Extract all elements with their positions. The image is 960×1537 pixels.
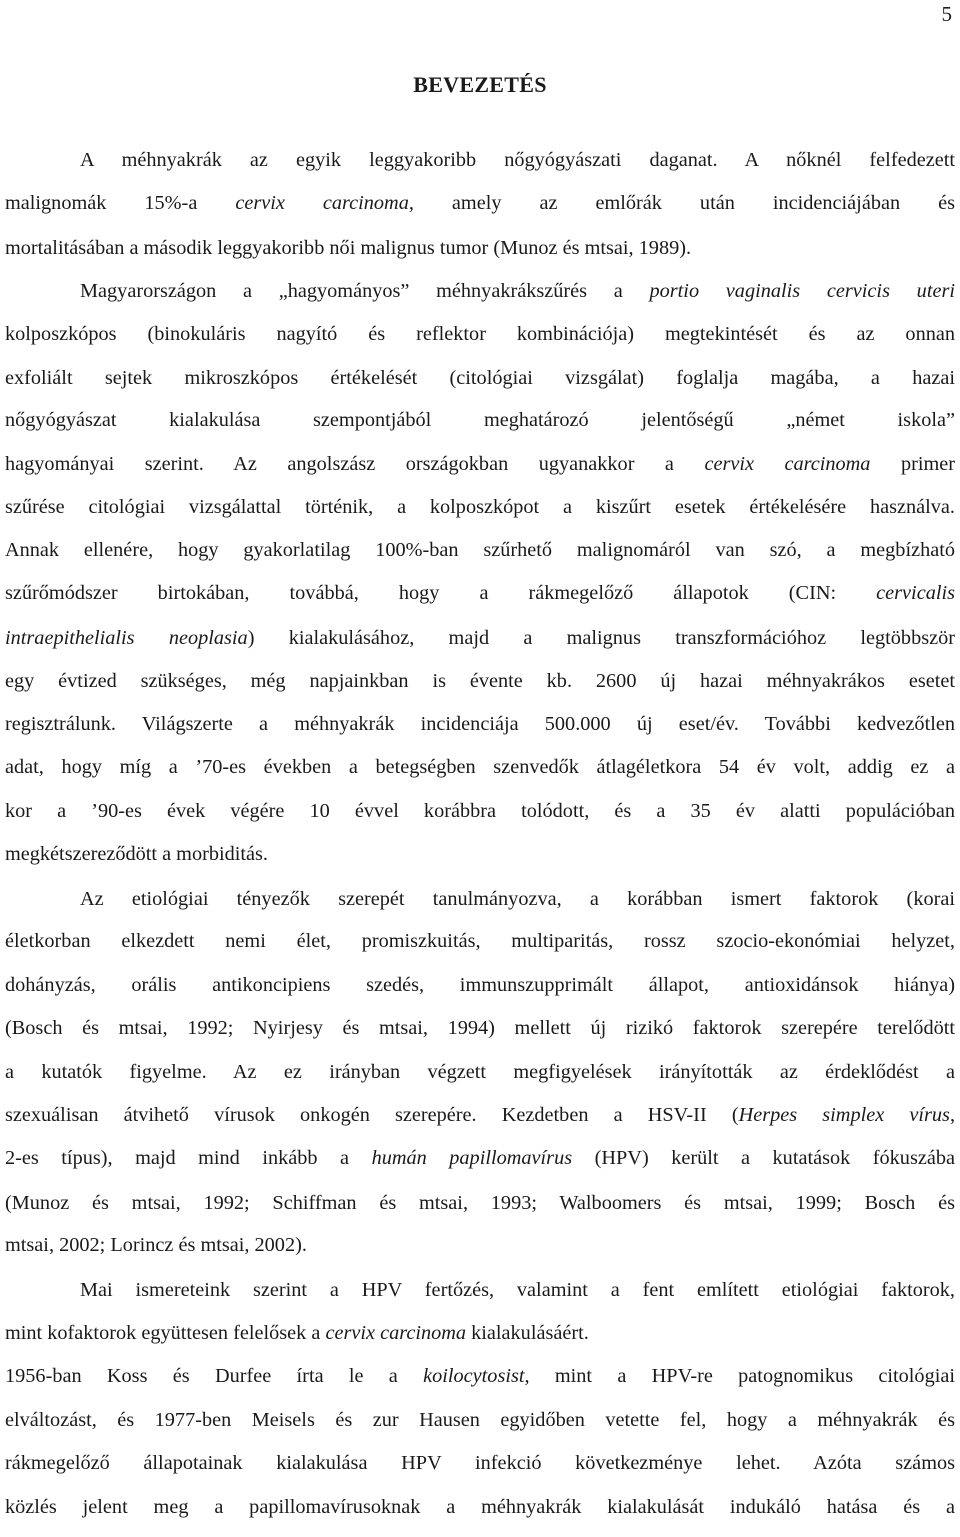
text-run: adat, hogy míg a ’70-es években a betegségben szenvedők átlagéletkora 54 év volt, addig ez a <box>5 756 955 778</box>
text-run: kolposzkópos (binokuláris nagyító és reflektor kombinációja) megtekintését és az onnan <box>5 323 955 345</box>
text-line <box>5 1099 955 1142</box>
text-run: (Munoz és mtsai, 1992; Schiffman és mtsai, 1993; Walboomers és mtsai, 1999; Bosch és <box>5 1192 955 1214</box>
text-run: életkorban elkezdett nemi élet, promiszkuitás, multiparitás, rossz szocio-ekonómiai helyzet, <box>5 930 955 952</box>
text-run: kor a ’90-es évek végére 10 évvel korábbra tolódott, és a 35 év alatti populációban <box>5 800 955 822</box>
text-line <box>5 665 955 708</box>
text-line <box>5 187 955 230</box>
text-run: szexuálisan átvihető vírusok onkogén szerepére. Kezdetben a HSV-II ( <box>5 1104 739 1126</box>
text-line <box>5 491 955 534</box>
italic-term: koilocytosist <box>423 1365 525 1387</box>
text-line <box>5 1187 955 1230</box>
text-run: Annak ellenére, hogy gyakorlatilag 100%-ban szűrhető malignomáról van szó, a megbízható <box>5 539 955 561</box>
text-line <box>5 969 955 1012</box>
text-run: ) kialakulásához, majd a malignus transzformációhoz legtöbbször <box>247 627 955 649</box>
text-line <box>5 838 955 881</box>
text-run: szűrőmódszer birtokában, továbbá, hogy a rákmegelőző állapotok (CIN: <box>5 582 877 604</box>
italic-term: intraepithelialis neoplasia <box>5 627 248 649</box>
text-line <box>5 275 955 318</box>
page-title: BEVEZETÉS <box>413 72 547 97</box>
text-line <box>5 1056 955 1099</box>
text-run: , amely az emlőrák után incidenciájában és <box>408 192 955 214</box>
text-run: mint kofaktorok együttesen felelősek a <box>5 1322 326 1344</box>
text-line <box>5 1229 955 1272</box>
text-run: szűrése citológiai vizsgálattal történik, a kolposzkópot a kiszűrt esetek értékelésére használva. <box>5 496 955 518</box>
text-line <box>5 448 955 491</box>
text-run: megkétszereződött a morbiditás. <box>5 843 269 865</box>
page-number: 5 <box>941 2 952 26</box>
text-run: közlés jelent meg a papillomavírusoknak a méhnyakrák kialakulását indukáló hatása és a <box>5 1496 955 1518</box>
text-line <box>5 1491 955 1534</box>
text-run: egy évtized szükséges, még napjainkban is évente kb. 2600 új hazai méhnyakrákos esetet <box>5 670 955 692</box>
text-run: rákmegelőző állapotainak kialakulása HPV infekció következménye lehet. Azóta számos <box>5 1452 955 1474</box>
text-run: Magyarországon a „hagyományos” méhnyakrákszűrés a <box>80 280 650 302</box>
text-run: malignomák 15%-a <box>5 192 236 214</box>
text-line <box>5 144 955 187</box>
text-line <box>5 925 955 968</box>
text-run: Mai ismereteink szerint a HPV fertőzés, valamint a fent említett etiológiai faktorok, <box>80 1279 955 1301</box>
italic-term: cervix carcinoma <box>235 192 409 214</box>
italic-term: cervix carcinoma <box>704 453 871 475</box>
italic-term: Herpes simplex vírus <box>738 1104 950 1126</box>
text-line <box>5 1274 955 1317</box>
text-run: , <box>949 1104 956 1126</box>
italic-term: cervicalis <box>876 582 955 604</box>
text-line <box>5 362 955 405</box>
text-line <box>5 751 955 794</box>
text-line <box>5 795 955 838</box>
italic-term: humán papillomavírus <box>371 1147 573 1169</box>
italic-term: cervix carcinoma <box>325 1322 467 1344</box>
text-run: regisztrálunk. Világszerte a méhnyakrák incidenciája 500.000 új eset/év. További kedvezőtlen <box>5 713 955 735</box>
text-run: A méhnyakrák az egyik leggyakoribb nőgyógyászati daganat. A nőknél felfedezett <box>80 149 955 171</box>
text-run: exfoliált sejtek mikroszkópos értékelését (citológiai vizsgálat) foglalja magába, a hazai <box>5 367 955 389</box>
text-run: kialakulásáért. <box>466 1322 589 1344</box>
italic-term: portio vaginalis cervicis uteri <box>649 280 955 302</box>
text-line <box>5 708 955 751</box>
text-line <box>5 577 955 620</box>
text-run: (Bosch és mtsai, 1992; Nyirjesy és mtsai, 1994) mellett új rizikó faktorok szerepére terelődött <box>5 1017 955 1039</box>
text-run: 2-es típus), majd mind inkább a <box>5 1147 372 1169</box>
text-line <box>5 232 955 275</box>
text-line <box>5 1360 955 1403</box>
text-line <box>5 318 955 361</box>
text-run: dohányzás, orális antikoncipiens szedés, immunszupprimált állapot, antioxidánsok hiánya) <box>5 974 955 996</box>
text-line <box>5 1317 955 1360</box>
text-line <box>5 1142 955 1185</box>
text-line <box>5 622 955 665</box>
text-line <box>5 1404 955 1447</box>
text-line <box>5 1012 955 1055</box>
text-run: a kutatók figyelme. Az ez irányban végzett megfigyelések irányították az érdeklődést a <box>5 1061 955 1083</box>
text-run: hagyományai szerint. Az angolszász országokban ugyanakkor a <box>5 453 705 475</box>
text-run: mortalitásában a második leggyakoribb női malignus tumor (Munoz és mtsai, 1989). <box>5 237 692 259</box>
text-line <box>5 534 955 577</box>
text-run: primer <box>870 453 956 475</box>
text-run: 1956-ban Koss és Durfee írta le a <box>5 1365 424 1387</box>
text-run: , mint a HPV-re patognomikus citológiai <box>524 1365 955 1387</box>
text-run: nőgyógyászat kialakulása szempontjából meghatározó jelentőségű „német iskola” <box>5 409 955 431</box>
text-line <box>5 404 955 447</box>
text-run: elváltozást, és 1977-ben Meisels és zur Hausen egyidőben vetette fel, hogy a méhnyakrák és <box>5 1409 955 1431</box>
text-line <box>5 883 955 926</box>
text-line <box>5 1447 955 1490</box>
text-run: mtsai, 2002; Lorincz és mtsai, 2002). <box>5 1234 307 1256</box>
text-run: (HPV) került a kutatások fókuszába <box>572 1147 955 1169</box>
text-run: Az etiológiai tényezők szerepét tanulmányozva, a korábban ismert faktorok (korai <box>80 888 955 910</box>
